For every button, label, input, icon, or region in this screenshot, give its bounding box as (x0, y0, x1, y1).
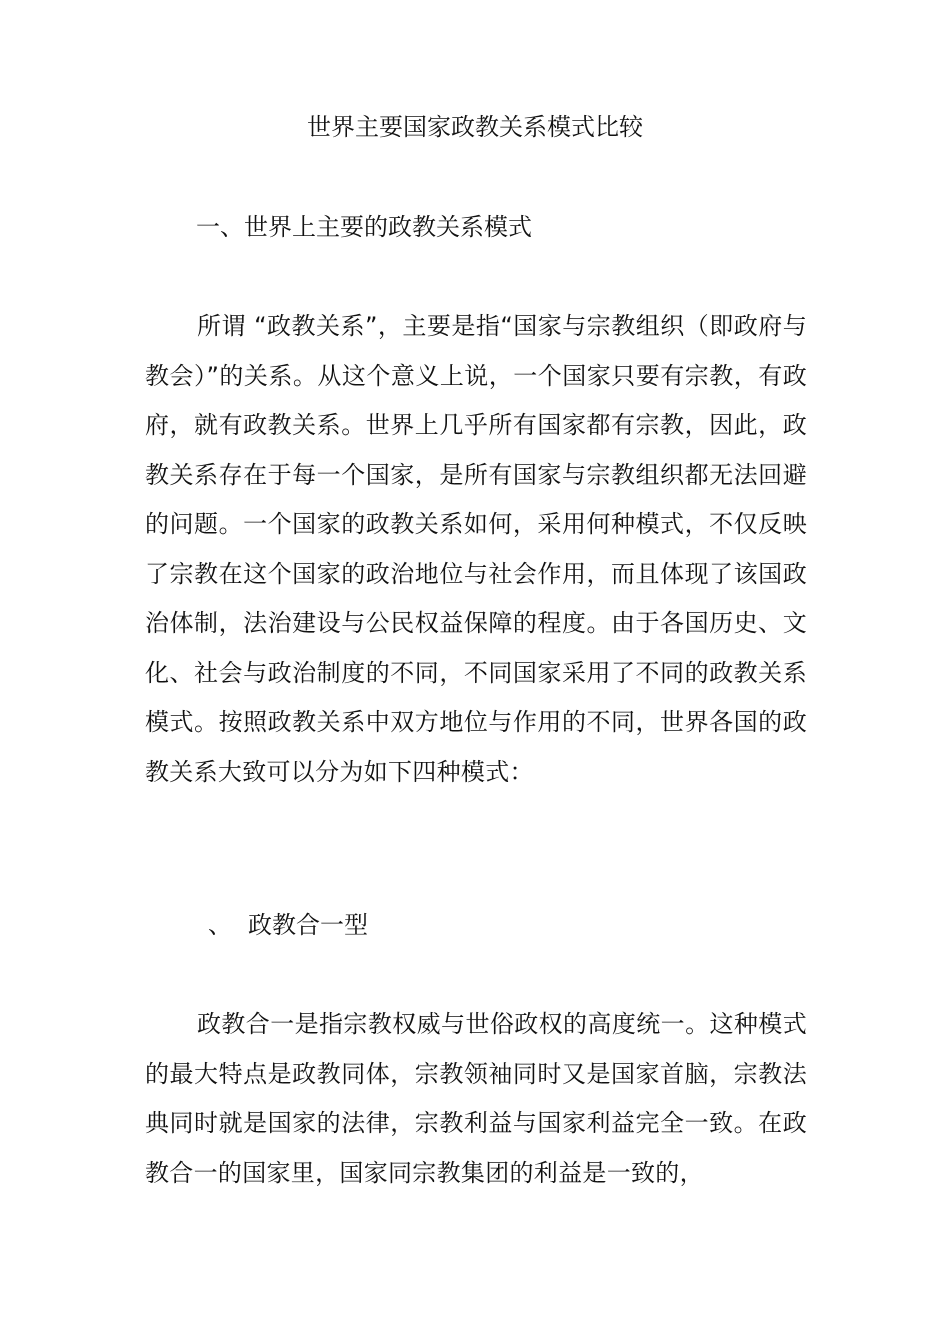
section-heading: 一、世界上主要的政教关系模式 (196, 213, 532, 241)
document-title: 世界主要国家政教关系模式比较 (307, 113, 643, 141)
subsection-heading-text: 政教合一型 (248, 911, 368, 939)
body-paragraph: 政教合一是指宗教权威与世俗政权的高度统一。这种模式的最大特点是政教同体，宗教领袖同时又是国家首脑，宗教法典同时就是国家的法律，宗教利益与国家利益完全一致。在政教合一的国家里，国家同宗教集团的利益是一致的， (145, 1010, 807, 1187)
list-bullet: 、 (208, 911, 232, 939)
body-paragraph: 所谓 “政教关系”，主要是指“国家与宗教组织（即政府与教会）”的关系。从这个意义上说，一个国家只要有宗教，有政府，就有政教关系。世界上几乎所有国家都有宗教，因此，政教关系存在于每一个国家，是所有国家与宗教组织都无法回避的问题。一个国家的政教关系如何，采用何种模式，不仅反映了宗教在这个国家的政治地位与社会作用，而且体现了该国政治体制，法治建设与公民权益保障的程度。由于各国历史、文化、社会与政治制度的不同，不同国家采用了不同的政教关系模式。按照政教关系中双方地位与作用的不同，世界各国的政教关系大致可以分为如下四种模式： (145, 312, 807, 786)
subsection-heading (208, 908, 368, 942)
